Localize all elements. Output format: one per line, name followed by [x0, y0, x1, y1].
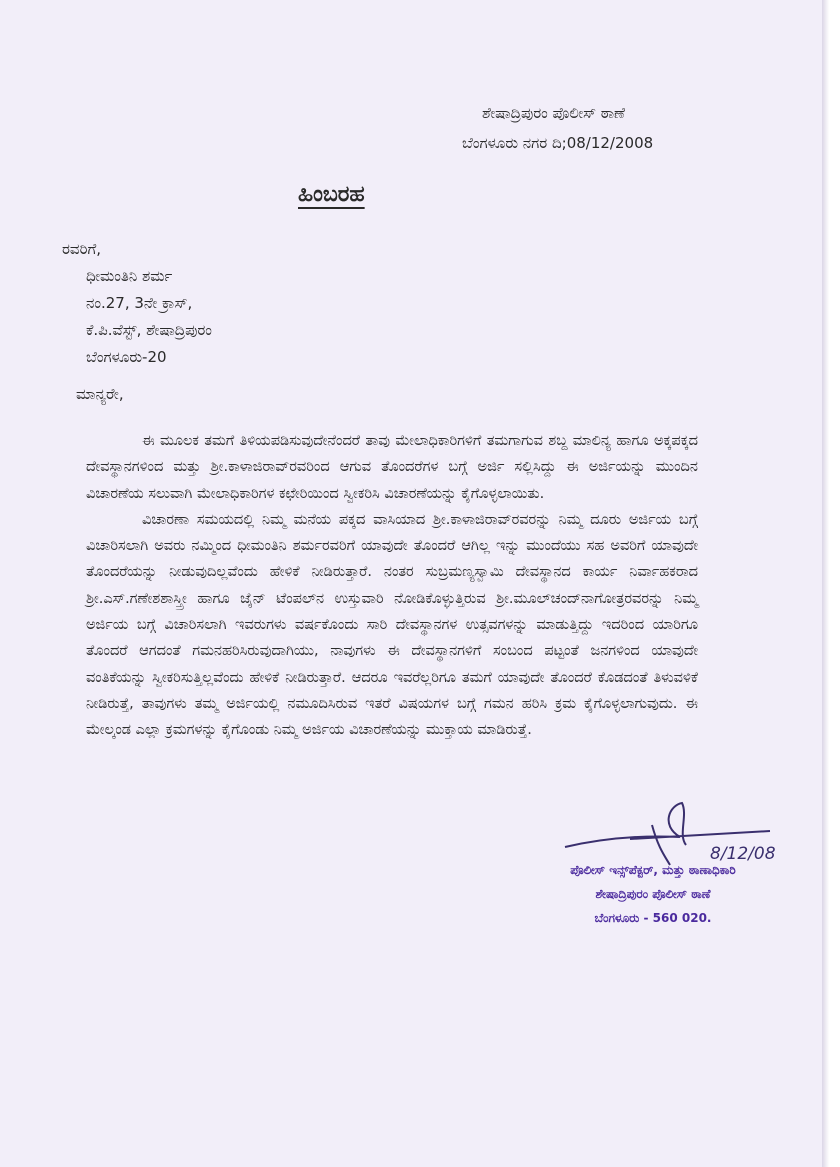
scan-edge — [822, 0, 840, 1167]
recipient-address — [62, 236, 212, 371]
recipient-name: ಧೀಮಂತಿನಿ ಶರ್ಮ — [86, 267, 173, 285]
recipient-greeting: ರವರಿಗೆ, — [62, 240, 101, 258]
city-and-date: ಬೆಂಗಳೂರು ನಗರ ದಿ;08/12/2008 — [462, 134, 654, 152]
body-paragraph-2: ವಿಚಾರಣಾ ಸಮಯದಲ್ಲಿ ನಿಮ್ಮ ಮನೆಯ ಪಕ್ಕದ ವಾಸಿಯಾದ ಶ್ರೀ.ಕಾಳಾಜಿರಾವ್‌ರವರನ್ನು ನಿಮ್ಮ ದೂರು ಅರ್ಜಿಯ ಬಗ್ಗೆ ವಿಚಾರಿಸಲಾಗಿ ಅವರು ನಮ್ಮಿಂದ ಧೀಮಂತಿನಿ ಶರ್ಮರವರಿಗೆ ಯಾವುದೇ ತೊಂದರೆ ಆಗಿಲ್ಲ ಇನ್ನು ಮುಂದೆಯು ಸಹ ಅವರಿಗೆ ಯಾವುದೇ ತೊಂದರೆಯನ್ನು ನೀಡುವುದಿಲ್ಲವೆಂದು ಹೇಳಿಕೆ ನೀಡಿರುತ್ತಾರೆ. ನಂತರ ಸುಬ್ರಮಣ್ಯಸ್ವಾಮಿ ದೇವಸ್ಥಾನದ ಕಾರ್ಯ ನಿರ್ವಾಹಕರಾದ ಶ್ರೀ.ಎಸ್.ಗಣೇಶಶಾಸ್ತ್ರೀ ಹಾಗೂ ಜೈನ್ ಟೆಂಪಲ್‌ನ ಉಸ್ತುವಾರಿ ನೋಡಿಕೊಳ್ಳುತ್ತಿರುವ ಶ್ರೀ.ಮೂಲ್‌ಚಂದ್‌ನಾಗೋತ್ರರವರನ್ನು ನಿಮ್ಮ ಅರ್ಜಿಯ ಬಗ್ಗೆ ವಿಚಾರಿಸಲಾಗಿ ಇವರುಗಳು ವರ್ಷಕೊಂದು ಸಾರಿ ದೇವಸ್ಥಾನಗಳ ಉತ್ಸವಗಳನ್ನು ಮಾಡುತ್ತಿದ್ದು ಇದರಿಂದ ಯಾರಿಗೂ ತೊಂದರೆ ಆಗದಂತೆ ಗಮನಹರಿಸಿರುವುದಾಗಿಯು, ನಾವುಗಳು ಈ ದೇವಸ್ಥಾನಗಳಿಗೆ ಸಂಬಂದ ಪಟ್ಟಂತೆ ಜನಗಳಿಂದ ಯಾವುದೇ ವಂತಿಕೆಯನ್ನು ಸ್ವೀಕರಿಸುತ್ತಿಲ್ಲವೆಂದು ಹೇಳಿಕೆ ನೀಡಿರುತ್ತಾರೆ. ಆದರೂ ಇವರೆಲ್ಲರಿಗೂ ತಮಗೆ ಯಾವುದೇ ತೊಂದರೆ ಕೊಡದಂತೆ ತಿಳುವಳಿಕೆ ನೀಡಿರುತ್ತೆ, ತಾವುಗಳು ತಮ್ಮ ಅರ್ಜಿಯಲ್ಲಿ ನಮೂದಿಸಿರುವ ಇತರೆ ವಿಷಯಗಳ ಬಗ್ಗೆ ಗಮನ ಹರಿಸಿ ಕ್ರಮ ಕೈಗೊಳ್ಳಲಾಗುವುದು. ಈ ಮೇಲ್ಕಂಡ ಎಲ್ಲಾ ಕ್ರಮಗಳನ್ನು ಕೈಗೊಂಡು ನಿಮ್ಮ ಅರ್ಜಿಯ ವಿಚಾರಣೆಯನ್ನು ಮುಕ್ತಾಯ ಮಾಡಿರುತ್ತೆ. — [86, 511, 698, 739]
police-station-name: ಶೇಷಾದ್ರಿಪುರಂ ಪೊಲೀಸ್ ಠಾಣೆ — [482, 104, 625, 122]
letter-body — [86, 428, 698, 744]
recipient-city: ಬೆಂಗಳೂರು-20 — [86, 348, 167, 366]
salutation: ಮಾನ್ಯರೇ, — [76, 385, 124, 403]
body-paragraph-1: ಈ ಮೂಲಕ ತಮಗೆ ತಿಳಿಯಪಡಿಸುವುದೇನೆಂದರೆ ತಾವು ಮೇಲಾಧಿಕಾರಿಗಳಿಗೆ ತಮಗಾಗುವ ಶಬ್ದ ಮಾಲಿನ್ಯ ಹಾಗೂ ಅಕ್ಕಪಕ್ಕದ ದೇವಸ್ಥಾನಗಳಿಂದ ಮತ್ತು ಶ್ರೀ.ಕಾಳಾಜಿರಾವ್‌ರವರಿಂದ ಆಗುವ ತೊಂದರೆಗಳ ಬಗ್ಗೆ ಅರ್ಜಿ ಸಲ್ಲಿಸಿದ್ದು ಈ ಅರ್ಜಿಯನ್ನು ಮುಂದಿನ ವಿಚಾರಣೆಯ ಸಲುವಾಗಿ ಮೇಲಾಧಿಕಾರಿಗಳ ಕಛೇರಿಯಿಂದ ಸ್ವೀಕರಿಸಿ ವಿಚಾರಣೆಯನ್ನು ಕೈಗೊಳ್ಳಲಾಯಿತು. — [86, 433, 698, 502]
recipient-locality: ಕೆ.ಪಿ.ವೆಸ್ಟ್, ಶೇಷಾದ್ರಿಪುರಂ — [86, 321, 212, 339]
recipient-street: ನಂ.27, 3ನೇ ಕ್ರಾಸ್, — [86, 294, 193, 312]
signature-date: 8/12/08 — [710, 844, 776, 864]
stamp-designation: ಪೊಲೀಸ್ ಇನ್ಸ್‌ಪೆಕ್ಟರ್, ಮತ್ತು ಠಾಣಾಧಿಕಾರಿ — [570, 863, 736, 877]
letter-title: ಹಿಂಬರಹ — [298, 182, 365, 207]
official-stamp — [528, 858, 778, 930]
stamp-station: ಶೇಷಾದ್ರಿಪುರಂ ಪೊಲೀಸ್ ಠಾಣೆ — [595, 887, 711, 901]
letter-header — [462, 98, 802, 158]
stamp-city: ಬೆಂಗಳೂರು - 560 020. — [594, 911, 712, 925]
